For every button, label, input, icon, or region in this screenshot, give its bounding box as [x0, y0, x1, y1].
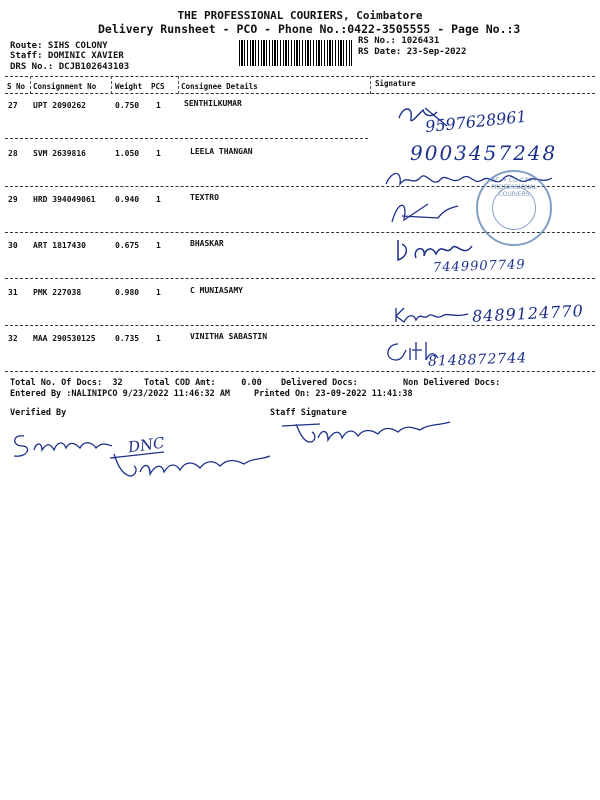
handwritten-signature: [388, 196, 463, 230]
row-consignee: VINITHA SABASTIN: [190, 332, 268, 341]
row-consignment: MAA 290530125: [33, 334, 96, 343]
rs-date: RS Date: 23-Sep-2022: [358, 47, 467, 57]
handwritten-phone: 7449907749: [432, 257, 526, 276]
row-consignment: UPT 2090262: [33, 101, 86, 110]
col-header-consignee: Consignee Details: [181, 82, 258, 91]
row-pcs: 1: [156, 334, 161, 343]
col-divider: [30, 76, 31, 94]
row-sno: 27: [8, 101, 18, 110]
verifier-signature: [6, 428, 116, 464]
row-pcs: 1: [156, 101, 161, 110]
row-rule: [5, 138, 368, 139]
handwritten-phone: 9003457248: [410, 141, 558, 165]
row-pcs: 1: [156, 195, 161, 204]
row-weight: 0.675: [115, 241, 140, 250]
barcode: [239, 40, 352, 66]
delivered-docs: Delivered Docs:: [281, 378, 358, 388]
row-consignment: ART 1817430: [33, 241, 86, 250]
row-consignee: SENTHILKUMAR: [184, 99, 242, 108]
row-pcs: 1: [156, 241, 161, 250]
row-rule: [5, 278, 595, 279]
staff-signature-label: Staff Signature: [270, 408, 347, 418]
row-consignee: LEELA THANGAN: [190, 147, 253, 156]
row-weight: 0.940: [115, 195, 140, 204]
col-divider: [111, 76, 112, 94]
staff-signature-mark: [104, 446, 274, 486]
handwritten-phone: 9597628961: [424, 106, 528, 137]
handwritten-dnc: DNC: [126, 433, 166, 457]
drs-number: DRS No.: DCJB102643103: [10, 62, 130, 72]
company-seal-stamp: P.C. • CO-C34 • PROFESSIONAL COURIERS: [476, 170, 552, 246]
table-bottom-rule: [5, 371, 595, 372]
staff-text: Staff: DOMINIC XAVIER: [10, 51, 124, 61]
col-divider: [178, 76, 179, 94]
row-sno: 29: [8, 195, 18, 204]
row-consignment: SVM 2639816: [33, 149, 86, 158]
row-weight: 1.050: [115, 149, 140, 158]
table-header-rule: [5, 93, 595, 94]
printed-on: Printed On: 23-09-2022 11:41:38: [254, 389, 413, 399]
table-top-rule: [5, 76, 595, 77]
row-consignment: HRD 394049061: [33, 195, 96, 204]
col-header-sno: S No: [7, 82, 26, 91]
row-rule: [5, 325, 595, 326]
row-sno: 32: [8, 334, 18, 343]
row-sno: 28: [8, 149, 18, 158]
row-weight: 0.750: [115, 101, 140, 110]
handwritten-signature: [392, 304, 472, 326]
col-header-signature: Signature: [375, 79, 416, 88]
rs-number: RS No.: 1026431: [358, 36, 440, 46]
row-consignment: PMK 227038: [33, 288, 82, 297]
row-consignee: BHASKAR: [190, 239, 224, 248]
company-title: THE PROFESSIONAL COURIERS, Coimbatore: [177, 9, 423, 22]
row-pcs: 1: [156, 288, 161, 297]
row-weight: 0.980: [115, 288, 140, 297]
handwritten-phone: 8489124770: [471, 301, 585, 326]
col-header-weight: Weight: [115, 82, 143, 91]
col-divider: [370, 76, 371, 94]
total-docs: Total No. Of Docs: 32: [10, 378, 123, 388]
verified-by-label: Verified By: [10, 408, 67, 418]
route-text: Route: SIHS COLONY: [10, 41, 108, 51]
total-cod-amount: Total COD Amt: 0.00: [144, 378, 262, 388]
entered-by: Entered By :NALINIPCO 9/23/2022 11:46:32 AM: [10, 389, 231, 399]
col-header-pcs: PCS: [151, 82, 165, 91]
staff-signature-mark: [280, 418, 455, 452]
row-consignee: C MUNIASAMY: [190, 286, 243, 295]
non-delivered-docs: Non Delivered Docs:: [403, 378, 501, 388]
row-sno: 31: [8, 288, 18, 297]
handwritten-phone: 8148872744: [427, 350, 528, 370]
row-weight: 0.735: [115, 334, 140, 343]
row-sno: 30: [8, 241, 18, 250]
col-header-consignment: Consignment No: [33, 82, 97, 91]
row-pcs: 1: [156, 149, 161, 158]
runsheet-title: Delivery Runsheet - PCO - Phone No.:0422-3505555 - Page No.:3: [98, 22, 521, 36]
row-consignee: TEXTRO: [190, 193, 219, 202]
